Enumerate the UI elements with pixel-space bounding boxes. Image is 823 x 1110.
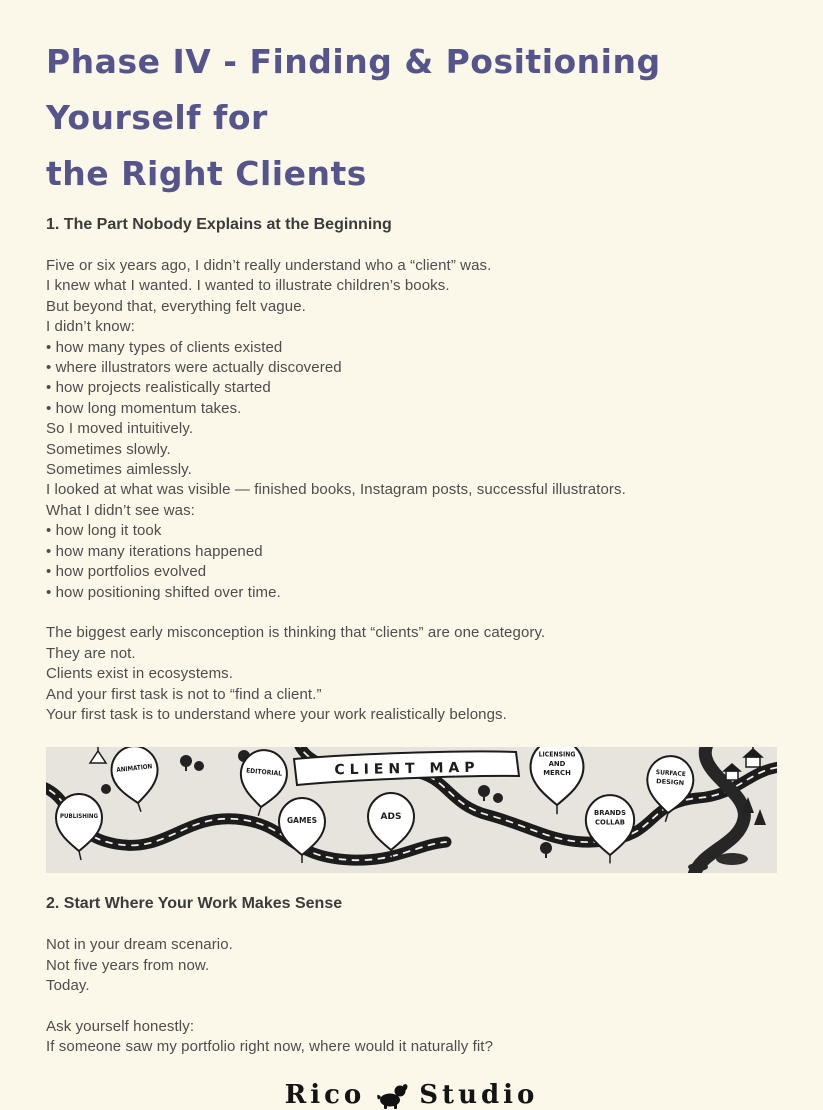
bullet-line: • how many iterations happened (46, 542, 263, 560)
paragraph-gap (46, 997, 777, 1017)
bullet-line: • how long momentum takes. (46, 399, 242, 417)
balloon-label: BRANDS (594, 809, 626, 818)
client-map-illustration (46, 747, 777, 873)
body-line: I didn’t know: (46, 318, 135, 336)
brand-name-left: Rico (284, 1079, 366, 1110)
page-title (46, 34, 777, 202)
balloon-label: SURFACE (655, 769, 688, 779)
balloon-label: ADS (380, 812, 402, 823)
bullet-line: • how many types of clients existed (46, 338, 283, 356)
section-2 (46, 893, 777, 1057)
body-line: What I didn’t see was: (46, 501, 195, 519)
balloon-label: AND (548, 760, 566, 769)
studio-logo (46, 1080, 777, 1110)
body-line: They are not. (46, 644, 136, 662)
bullet-line: • where illustrators were actually discovered (46, 359, 342, 377)
body-line: Your first task is to understand where your work realistically belongs. (46, 705, 507, 723)
body-line: Clients exist in ecosystems. (46, 665, 234, 683)
section-2-block-1 (46, 935, 777, 996)
bullet-line: • how projects realistically started (46, 379, 271, 397)
balloon-label: LICENSING (538, 751, 576, 760)
dog-icon (375, 1080, 409, 1110)
balloon-label: PUBLISHING (60, 812, 98, 821)
body-line: The biggest early misconception is thinking that “clients” are one category. (46, 624, 546, 642)
client-map-svg (46, 747, 777, 873)
body-line: Today. (46, 977, 90, 995)
body-line: Sometimes slowly. (46, 440, 171, 458)
balloon-label: COLLAB (595, 818, 625, 827)
body-line: If someone saw my portfolio right now, where would it naturally fit? (46, 1038, 494, 1056)
balloon-label: MERCH (543, 769, 571, 778)
section-1-block-2 (46, 623, 777, 725)
page-title-line-1: Phase IV - Finding & Positioning Yourself for (46, 42, 661, 137)
body-line: Sometimes aimlessly. (46, 461, 192, 479)
bullet-line: • how long it took (46, 522, 162, 540)
section-2-heading: 2. Start Where Your Work Makes Sense (46, 895, 343, 913)
map-title: CLIENT MAP (334, 760, 480, 779)
balloon-label: DESIGN (655, 778, 683, 788)
balloon-label: GAMES (287, 816, 317, 826)
body-line: Not in your dream scenario. (46, 936, 233, 954)
body-line: But beyond that, everything felt vague. (46, 297, 306, 315)
body-line: Five or six years ago, I didn’t really understand who a “client” was. (46, 257, 492, 274)
brand-name-right: Studio (419, 1079, 539, 1110)
page-title-line-2: the Right Clients (46, 154, 367, 193)
paragraph-gap (46, 603, 777, 623)
body-line: So I moved intuitively. (46, 420, 194, 438)
body-line: I knew what I wanted. I wanted to illustrate children’s books. (46, 277, 450, 295)
balloon-label: ANIMATION (116, 762, 159, 775)
body-line: And your first task is not to “find a client.” (46, 685, 322, 703)
body-line: Ask yourself honestly: (46, 1017, 195, 1035)
body-line: I looked at what was visible — finished books, Instagram posts, successful illustrators. (46, 481, 626, 499)
section-1-block-1 (46, 256, 777, 603)
body-line: Not five years from now. (46, 956, 210, 974)
section-2-block-2 (46, 1017, 777, 1058)
balloon-label: EDITORIAL (245, 766, 286, 779)
bullet-line: • how positioning shifted over time. (46, 583, 281, 601)
section-1-heading: 1. The Part Nobody Explains at the Beginning (46, 216, 392, 233)
bullet-line: • how portfolios evolved (46, 563, 207, 581)
